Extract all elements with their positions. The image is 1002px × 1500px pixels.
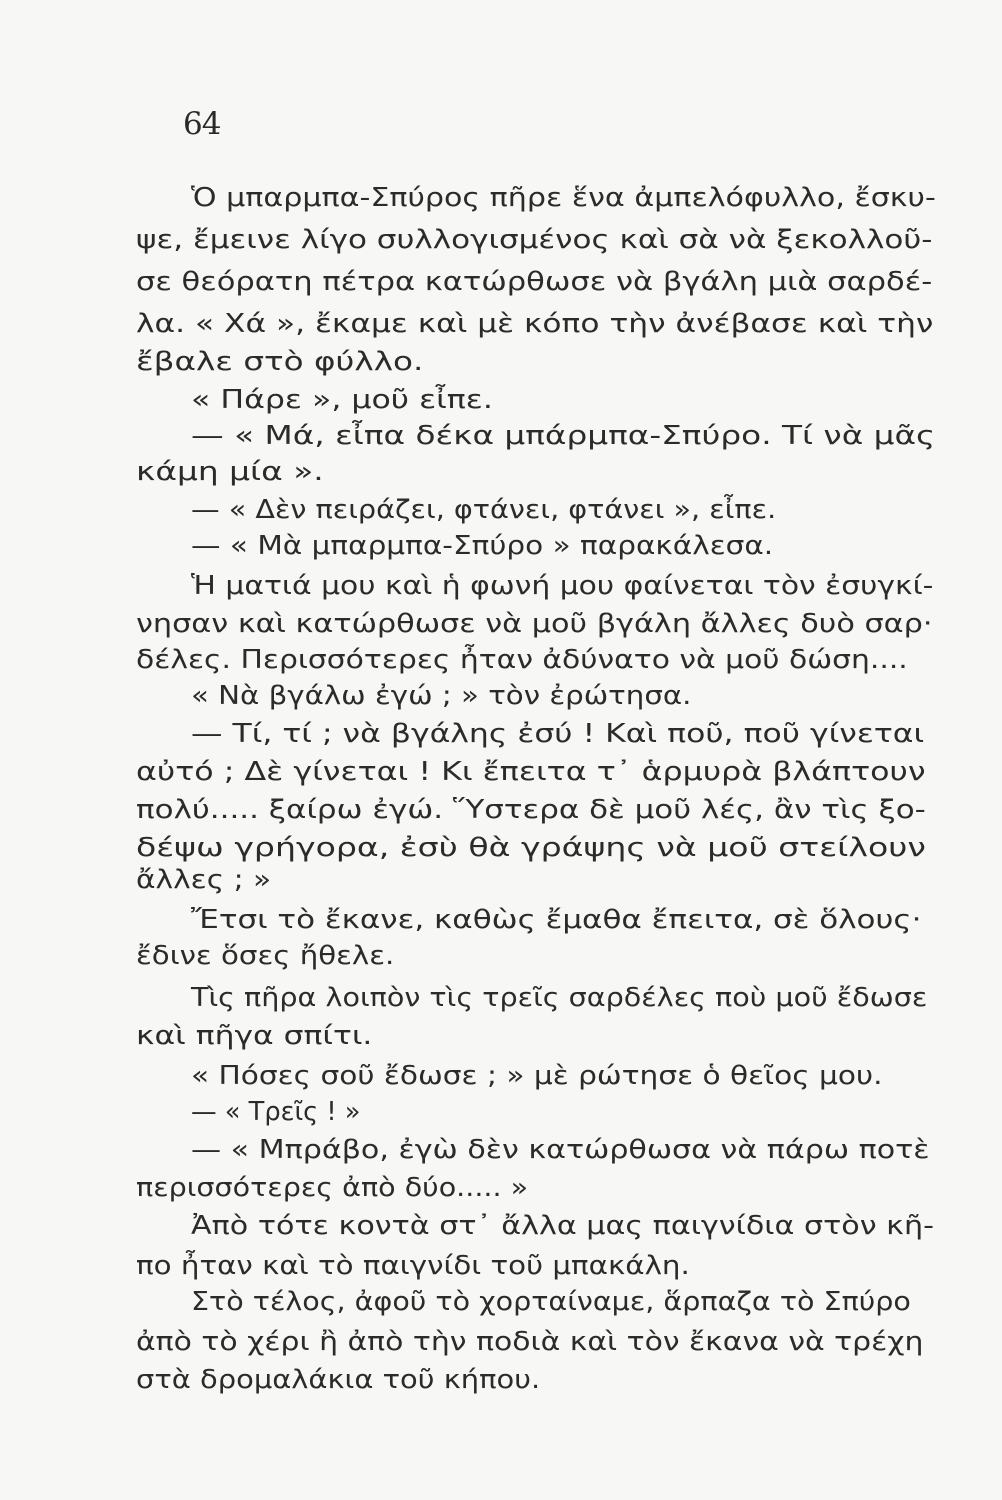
text-line: Στὸ τέλος, ἀφοῦ τὸ χορταίναμε, ἅρπαζα τὸ Σπύρο [191, 1287, 911, 1317]
text-line: ἔβαλε στὸ φύλλο. [136, 347, 424, 377]
text-line: ἔδινε ὅσες ἤθελε. [136, 941, 395, 971]
text-line: κάμη μία ». [136, 457, 324, 487]
page-number: 64 [183, 106, 221, 142]
text-line: πολύ..... ξαίρω ἐγώ. Ὕστερα δὲ μοῦ λές, ἂν τὶς ξο- [136, 795, 926, 825]
text-line: — Τί, τί ; νὰ βγάλης ἐσύ ! Καὶ ποῦ, ποῦ γίνεται [191, 719, 925, 749]
text-line: στὰ δρομαλάκια τοῦ κήπου. [136, 1365, 541, 1395]
text-line: σε θεόρατη πέτρα κατώρθωσε νὰ βγάλη μιὰ σαρδέ- [136, 267, 933, 297]
text-line: Ὁ μπαρμπα-Σπύρος πῆρε ἕνα ἀμπελόφυλλο, ἔσκυ- [191, 183, 936, 213]
text-line: αὐτό ; Δὲ γίνεται ! Κι ἔπειτα τ᾽ ἁρμυρὰ βλάπτουν [136, 757, 926, 787]
text-line: δέλες. Περισσότερες ἦταν ἀδύνατο νὰ μοῦ δώση.... [136, 645, 908, 675]
text-line: δέψω γρήγορα, ἐσὺ θὰ γράψης νὰ μοῦ στείλουν [136, 833, 926, 863]
text-line: περισσότερες ἀπὸ δύο..... » [136, 1173, 529, 1203]
text-line: ψε, ἔμεινε λίγο συλλογισμένος καὶ σὰ νὰ ξεκολλοῦ- [136, 225, 933, 255]
text-line: νησαν καὶ κατώρθωσε νὰ μοῦ βγάλη ἄλλες δυὸ σαρ· [136, 609, 933, 639]
text-line: ἄλλες ; » [136, 865, 272, 895]
text-line: — « Τρεῖς ! » [191, 1097, 361, 1127]
text-line: — « Δὲν πειράζει, φτάνει, φτάνει », εἶπε. [191, 495, 777, 525]
text-line: — « Μά, εἶπα δέκα μπάρμπα-Σπύρο. Τί νὰ μᾶς [191, 421, 936, 451]
text-line: Τὶς πῆρα λοιπὸν τὶς τρεῖς σαρδέλες ποὺ μοῦ ἔδωσε [191, 983, 928, 1013]
text-line: — « Μπράβο, ἐγὼ δὲν κατώρθωσα νὰ πάρω ποτὲ [191, 1135, 930, 1165]
text-line: ἀπὸ τὸ χέρι ἢ ἀπὸ τὴν ποδιὰ καὶ τὸν ἔκανα νὰ τρέχη [136, 1327, 924, 1357]
text-line: « Πάρε », μοῦ εἶπε. [191, 385, 493, 415]
text-line: « Πόσες σοῦ ἔδωσε ; » μὲ ρώτησε ὁ θεῖος μου. [191, 1061, 883, 1091]
text-line: « Νὰ βγάλω ἐγώ ; » τὸν ἐρώτησα. [191, 681, 692, 711]
text-line: καὶ πῆγα σπίτι. [136, 1021, 373, 1051]
text-line: πο ἦταν καὶ τὸ παιγνίδι τοῦ μπακάλη. [136, 1251, 690, 1281]
text-line: Ἡ ματιά μου καὶ ἡ φωνή μου φαίνεται τὸν ἐσυγκί- [191, 571, 934, 601]
text-line: λα. « Χά », ἔκαμε καὶ μὲ κόπο τὴν ἀνέβασε καὶ τὴν [136, 309, 934, 339]
text-line: — « Μὰ μπαρμπα-Σπύρο » παρακάλεσα. [191, 531, 774, 561]
text-line: Ἔτσι τὸ ἔκανε, καθὼς ἔμαθα ἔπειτα, σὲ ὅλους· [191, 905, 922, 935]
text-line: Ἀπὸ τότε κοντὰ στ᾽ ἄλλα μας παιγνίδια στὸν κῆ- [191, 1211, 934, 1241]
